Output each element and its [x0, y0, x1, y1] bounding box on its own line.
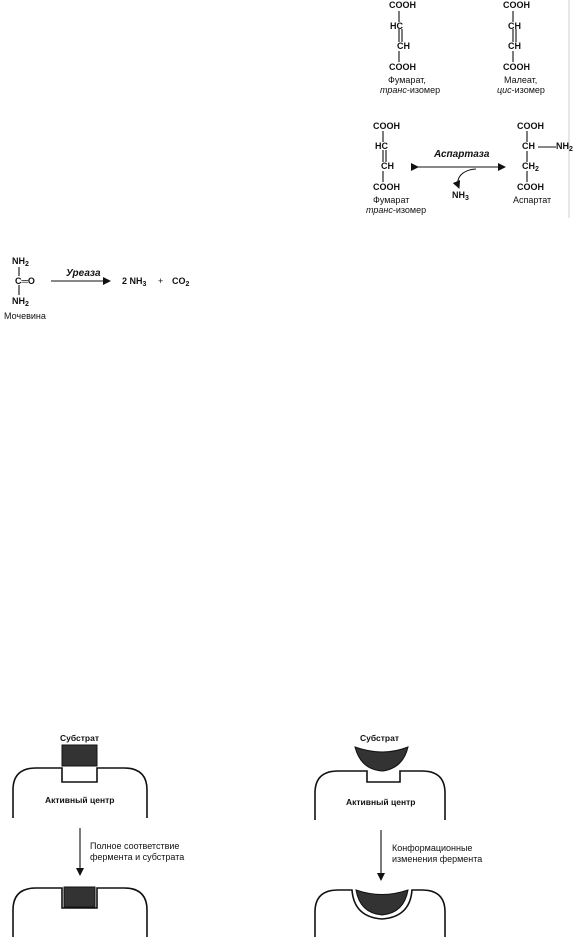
maleate-isomer-note [497, 85, 545, 95]
maleate-ch-1: CH [508, 21, 521, 31]
substrate-crescent-bound [356, 890, 408, 915]
fumarate-cooh-bottom: COOH [389, 62, 416, 72]
maleate-bonds [513, 11, 516, 62]
co2-text: CO [172, 276, 186, 286]
aspartate-label: Аспартат [513, 195, 552, 205]
ch2-text: CH [522, 161, 535, 171]
asp-fumarate-isomer-note [366, 205, 426, 215]
nh2-text: NH [556, 141, 569, 151]
aspartate-cooh-bottom: COOH [517, 182, 544, 192]
maleate-label: Малеат, [504, 75, 538, 85]
asp-fumarate-cooh-top: COOH [373, 121, 400, 131]
cis-prefix: цис [497, 85, 512, 95]
nh2-text: NH [12, 256, 25, 266]
nh3-release-arrow [458, 169, 476, 188]
enzyme-lock-top [13, 768, 147, 818]
nh3-subscript: 3 [142, 281, 147, 288]
fit-transition-line1: Конформационные [392, 843, 473, 853]
fumarate-ch: CH [397, 41, 410, 51]
fumarate-cooh-top: COOH [389, 0, 416, 10]
substrate-block-top [62, 745, 97, 766]
fit-active-site-label: Активный центр [346, 797, 416, 807]
fit-substrate-label: Субстрат [360, 733, 399, 743]
maleate-cooh-top: COOH [503, 0, 530, 10]
fumarate-2-bonds [383, 131, 386, 182]
trans-prefix: транс [380, 85, 407, 95]
urea-label: Мочевина [4, 311, 46, 321]
lock-active-site-label: Активный центр [45, 795, 115, 805]
nh2-text: NH [12, 296, 25, 306]
urease-product-nh3 [122, 276, 146, 286]
fit-transition-line2: изменения фермента [392, 854, 483, 864]
nh3-text: 2 NH [122, 276, 143, 286]
fumarate-bonds [399, 11, 402, 62]
aspartate-bonds [527, 131, 556, 182]
asp-fumarate-ch: CH [381, 161, 394, 171]
trans-prefix: транс [366, 205, 393, 215]
lock-substrate-label: Субстрат [60, 733, 99, 743]
isomer-suffix: -изомер [392, 205, 427, 215]
urease-product-co2 [172, 276, 189, 286]
released-nh3 [452, 190, 469, 200]
urease-enzyme-label: Уреаза [66, 268, 101, 279]
isomer-suffix: -изомер [511, 85, 545, 95]
asp-fumarate-hc: HC [375, 141, 388, 151]
substrate-crescent-top [355, 747, 408, 771]
urea-nh2-top [12, 256, 29, 266]
enzyme-fit-top [315, 771, 445, 820]
fumarate-isomer-note [380, 85, 440, 95]
ch2-subscript: 2 [535, 166, 539, 173]
aspartase-enzyme-label: Аспартаза [434, 149, 490, 160]
lock-transition-line2: фермента и субстрата [90, 852, 185, 862]
isomer-suffix: -изомер [406, 85, 441, 95]
fumarate-hc: HC [390, 21, 403, 31]
aspartate-ch2 [522, 161, 539, 171]
fumarate-label: Фумарат, [388, 75, 426, 85]
lock-transition-line1: Полное соответствие [90, 841, 180, 851]
urea-nh2-bottom [12, 296, 29, 306]
nh2-subscript: 2 [25, 301, 29, 308]
maleate-ch-2: CH [508, 41, 521, 51]
urease-plus: + [158, 276, 164, 286]
nh3-text: NH [452, 190, 465, 200]
asp-fumarate-label: Фумарат [373, 195, 410, 205]
nh2-subscript: 2 [25, 261, 29, 268]
aspartate-ch: CH [522, 141, 535, 151]
nh2-subscript: 2 [569, 146, 573, 153]
substrate-block-bound [64, 887, 95, 907]
nh3-subscript: 3 [465, 195, 469, 202]
co2-subscript: 2 [185, 281, 190, 288]
aspartate-cooh-top: COOH [517, 121, 544, 131]
asp-fumarate-cooh-bottom: COOH [373, 182, 400, 192]
aspartate-nh2 [556, 141, 573, 151]
maleate-cooh-bottom: COOH [503, 62, 530, 72]
urea-carbonyl: C═O [15, 276, 35, 286]
